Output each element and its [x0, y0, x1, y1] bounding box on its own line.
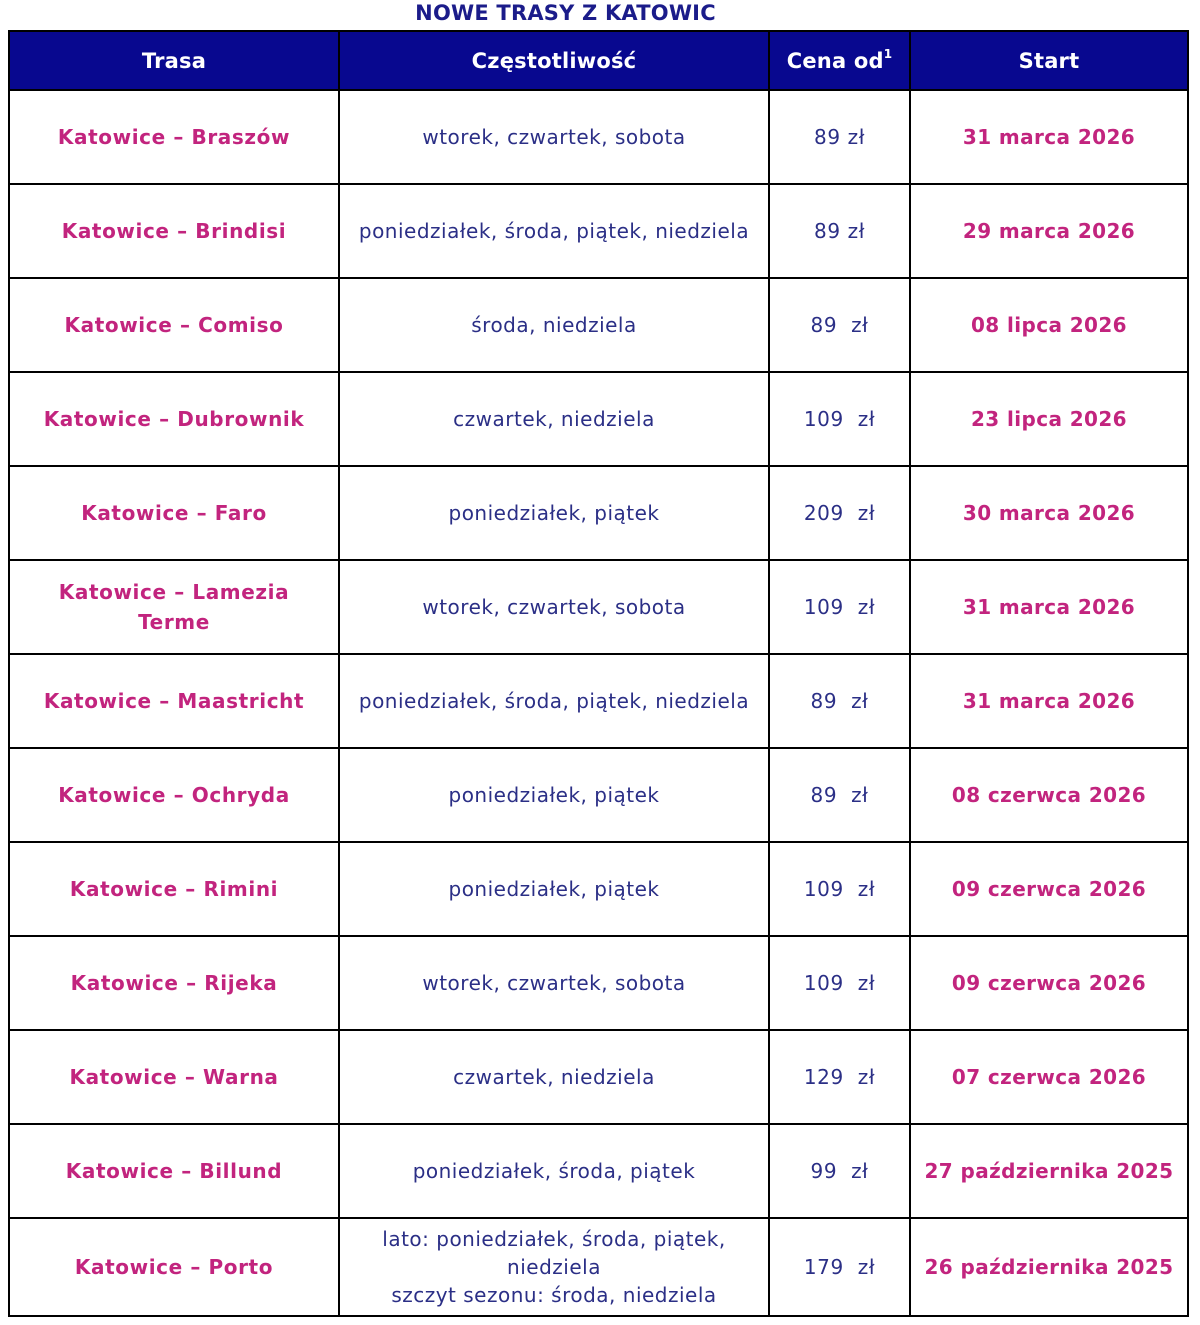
price-cell: 89 zł: [769, 654, 910, 748]
table-row: [9, 184, 1188, 278]
start-date-cell: 23 lipca 2026: [910, 372, 1188, 466]
price-footnote-marker: 1: [883, 46, 893, 61]
price-cell: 89 zł: [769, 184, 910, 278]
frequency-cell: wtorek, czwartek, sobota: [339, 936, 769, 1030]
start-date-cell: 09 czerwca 2026: [910, 842, 1188, 936]
route-cell: Katowice – Rijeka: [9, 936, 339, 1030]
start-date-cell: 07 czerwca 2026: [910, 1030, 1188, 1124]
frequency-cell: [339, 1218, 769, 1316]
price-cell: 129 zł: [769, 1030, 910, 1124]
route-cell: Katowice – Brindisi: [9, 184, 339, 278]
routes-table: [8, 30, 1189, 1317]
price-cell: 179 zł: [769, 1218, 910, 1316]
price-cell: 89 zł: [769, 278, 910, 372]
price-cell: 109 zł: [769, 936, 910, 1030]
table-row: [9, 654, 1188, 748]
frequency-cell: czwartek, niedziela: [339, 1030, 769, 1124]
header-route: Trasa: [9, 31, 339, 90]
route-cell: Katowice – Porto: [9, 1218, 339, 1316]
frequency-cell: wtorek, czwartek, sobota: [339, 90, 769, 184]
table-header-row: [9, 31, 1188, 90]
table-row: [9, 842, 1188, 936]
frequency-cell: poniedziałek, środa, piątek, niedziela: [339, 184, 769, 278]
start-date-cell: 26 października 2025: [910, 1218, 1188, 1316]
price-cell: 209 zł: [769, 466, 910, 560]
route-cell: Katowice – Faro: [9, 466, 339, 560]
start-date-cell: 29 marca 2026: [910, 184, 1188, 278]
start-date-cell: 31 marca 2026: [910, 654, 1188, 748]
frequency-cell: środa, niedziela: [339, 278, 769, 372]
route-cell: Katowice – Billund: [9, 1124, 339, 1218]
route-cell: Katowice – Maastricht: [9, 654, 339, 748]
route-cell: Katowice – Lamezia Terme: [9, 560, 339, 654]
header-start: Start: [910, 31, 1188, 90]
price-cell: 109 zł: [769, 560, 910, 654]
start-date-cell: 31 marca 2026: [910, 90, 1188, 184]
frequency-cell: czwartek, niedziela: [339, 372, 769, 466]
page-title: NOWE TRASY Z KATOWIC: [415, 1, 716, 25]
price-cell: 109 zł: [769, 842, 910, 936]
table-row: [9, 1124, 1188, 1218]
table-row: [9, 1218, 1188, 1316]
frequency-cell: poniedziałek, piątek: [339, 748, 769, 842]
start-date-cell: 08 czerwca 2026: [910, 748, 1188, 842]
start-date-cell: 27 października 2025: [910, 1124, 1188, 1218]
route-cell: Katowice – Rimini: [9, 842, 339, 936]
table-row: [9, 466, 1188, 560]
table-row: [9, 748, 1188, 842]
price-cell: 89 zł: [769, 748, 910, 842]
table-row: [9, 1030, 1188, 1124]
route-cell: Katowice – Braszów: [9, 90, 339, 184]
start-date-cell: 31 marca 2026: [910, 560, 1188, 654]
route-cell: Katowice – Dubrownik: [9, 372, 339, 466]
frequency-cell: poniedziałek, środa, piątek: [339, 1124, 769, 1218]
table-row: [9, 936, 1188, 1030]
header-price: Cena $od^1$: [769, 31, 910, 90]
frequency-cell: poniedziałek, piątek: [339, 842, 769, 936]
table-row: [9, 372, 1188, 466]
header-frequency: Częstotliwość: [339, 31, 769, 90]
frequency-line-summer: lato: poniedziałek, środa, piątek, niedziela: [382, 1227, 726, 1279]
frequency-line-peak: szczyt sezonu: środa, niedziela: [391, 1283, 717, 1307]
route-cell: Katowice – Warna: [9, 1030, 339, 1124]
start-date-cell: 30 marca 2026: [910, 466, 1188, 560]
price-cell: 99 zł: [769, 1124, 910, 1218]
price-cell: 109 zł: [769, 372, 910, 466]
table-row: [9, 560, 1188, 654]
frequency-cell: poniedziałek, piątek: [339, 466, 769, 560]
start-date-cell: 08 lipca 2026: [910, 278, 1188, 372]
frequency-cell: wtorek, czwartek, sobota: [339, 560, 769, 654]
route-cell: Katowice – Comiso: [9, 278, 339, 372]
table-row: [9, 90, 1188, 184]
route-cell: Katowice – Ochryda: [9, 748, 339, 842]
table-row: [9, 278, 1188, 372]
frequency-cell: poniedziałek, środa, piątek, niedziela: [339, 654, 769, 748]
price-cell: 89 zł: [769, 90, 910, 184]
start-date-cell: 09 czerwca 2026: [910, 936, 1188, 1030]
